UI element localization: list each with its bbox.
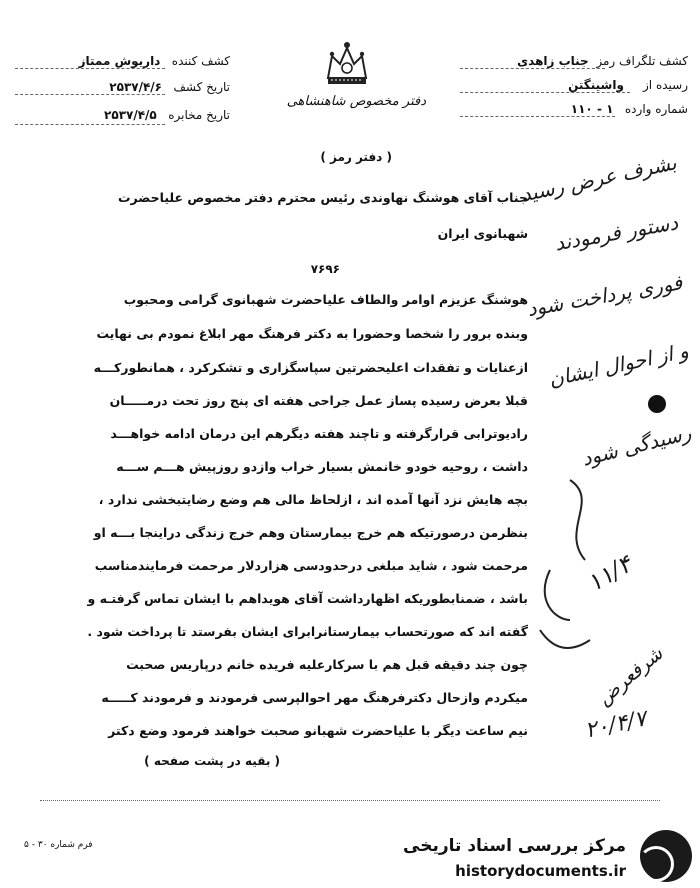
handwritten-note: و از احوال ایشان: [546, 338, 691, 392]
header-label: شماره وارده: [624, 102, 688, 116]
header-value: ۲۵۳۷/۴/۵: [104, 108, 157, 122]
dotted-line: [15, 68, 165, 69]
header-line-6: [104, 108, 230, 122]
header-label: تاریخ مخابره: [168, 108, 230, 122]
header-label: کشف تلگراف رمز: [596, 54, 688, 68]
body-line: چون چند دقیقه قبل هم با سرکارعلیه فریده خانم درپاریس صحبت: [126, 657, 528, 672]
dotted-line: [15, 124, 165, 125]
body-line: نیم ساعت دیگر با علیاحضرت شهبانو صحبت خواهند فرمود وضع دکتر: [108, 723, 528, 738]
office-name: دفتر مخصوص شاهنشاهی: [286, 94, 426, 109]
section-title: ( دفتر رمز ): [320, 150, 392, 164]
dotted-line: [15, 94, 165, 95]
dotted-line: [460, 68, 605, 69]
body-line: رادیوترابی قرارگرفته و تاچند هفته دیگرهم این درمان ادامه خواهـــد: [110, 426, 528, 441]
body-line: داشت ، روحیه خودو خانمش بسیار خراب وازدو روزپیش هـــم ســـه: [116, 459, 528, 474]
handwritten-note: دستور فرمودند: [553, 210, 681, 256]
handwritten-note: ۱۱/۴: [582, 549, 637, 598]
body-line: بنظرمن درصورتیکه هم خرج بیمارستان وهم خرج زندگی دراینجا بـــه او: [93, 525, 528, 540]
cipher-code: ۷۶۹۶: [310, 262, 340, 276]
header-value: داریوش ممتاز: [78, 54, 161, 68]
body-line: باشد ، ضمنابطوریکه اظهارداشت آقای هویداهم با ایشان تماس گرفتـه و: [87, 591, 528, 606]
handwritten-stroke: [530, 470, 620, 670]
body-line: بچه هایش نزد آنها آمده اند ، ازلحاظ مالی هم وضع رضایتبخشی ندارد ،: [98, 492, 528, 507]
header-value: جناب زاهدی: [517, 54, 589, 68]
header-line-4: [79, 54, 230, 68]
header-line-2: [568, 78, 688, 92]
header-line-5: [109, 80, 230, 94]
body-line: مرحمت شود ، شاید مبلغی درحدودسی هزاردلار مرحمت فرمایندمناسب: [94, 558, 528, 573]
dotted-line: [460, 116, 615, 117]
archive-logo-icon: [640, 830, 692, 882]
body-line: قبلا بعرض رسیده پساز عمل جراحی هفته ای پنج روز تحت درمـــــان: [109, 393, 528, 408]
handwritten-note: فوری پرداخت شود: [525, 270, 685, 322]
body-line: هوشنگ عزیزم اوامر والطاف علیاحضرت شهبانوی گرامی ومحبوب: [123, 292, 528, 307]
watermark-url: historydocuments.ir: [455, 862, 626, 880]
header-line-3: [571, 102, 688, 116]
form-number: فرم شماره ۳۰ - ۵: [24, 840, 93, 850]
dotted-line: [460, 92, 630, 93]
crown-emblem: [322, 38, 372, 92]
body-line: ازعنایات و تفقدات اعلیحضرتین سپاسگزاری و تشکرکرد ، همانطورکـــه: [93, 360, 528, 375]
header-value: واشینگتن: [568, 78, 624, 92]
handwritten-note: شرفعرض: [593, 642, 668, 710]
handwritten-note: رسیدگی شود: [578, 420, 693, 471]
header-line-1: [517, 54, 688, 68]
bottom-rule: [40, 800, 660, 801]
body-line: میکردم وازحال دکترفرهنگ مهر احوالپرسی فرمودند و فرمودند کـــــه: [101, 690, 528, 705]
header-value: ۱ - ۱۱۰: [570, 102, 614, 116]
ink-blot: [648, 395, 666, 413]
continued-note: ( بقیه در پشت صفحه ): [144, 754, 280, 768]
header-label: کشف کننده: [171, 54, 230, 68]
body-line: وبنده برور را شخصا وحضورا به دکتر فرهنگ مهر ابلاغ نمودم بی نهایت: [96, 326, 528, 341]
body-line: گفته اند که صورتحساب بیمارستانرابرای ایشان بفرستد تا پرداخت شود .: [87, 624, 528, 639]
header-label: تاریخ کشف: [173, 80, 230, 94]
header-label: رسیده از: [643, 78, 688, 92]
handwritten-note: بشرف عرض رسید: [518, 150, 679, 207]
addressee-line-2: شهبانوی ایران: [437, 226, 528, 241]
header-value: ۲۵۳۷/۴/۶: [109, 80, 163, 94]
addressee-line-1: جناب آقای هوشنگ نهاوندی رئیس محترم دفتر مخصوص علیاحضرت: [117, 190, 528, 205]
handwritten-note: ۲۰/۴/۷: [582, 706, 649, 744]
watermark-title: مرکز بررسی اسناد تاریخی: [403, 836, 626, 856]
watermark: [0, 824, 700, 888]
